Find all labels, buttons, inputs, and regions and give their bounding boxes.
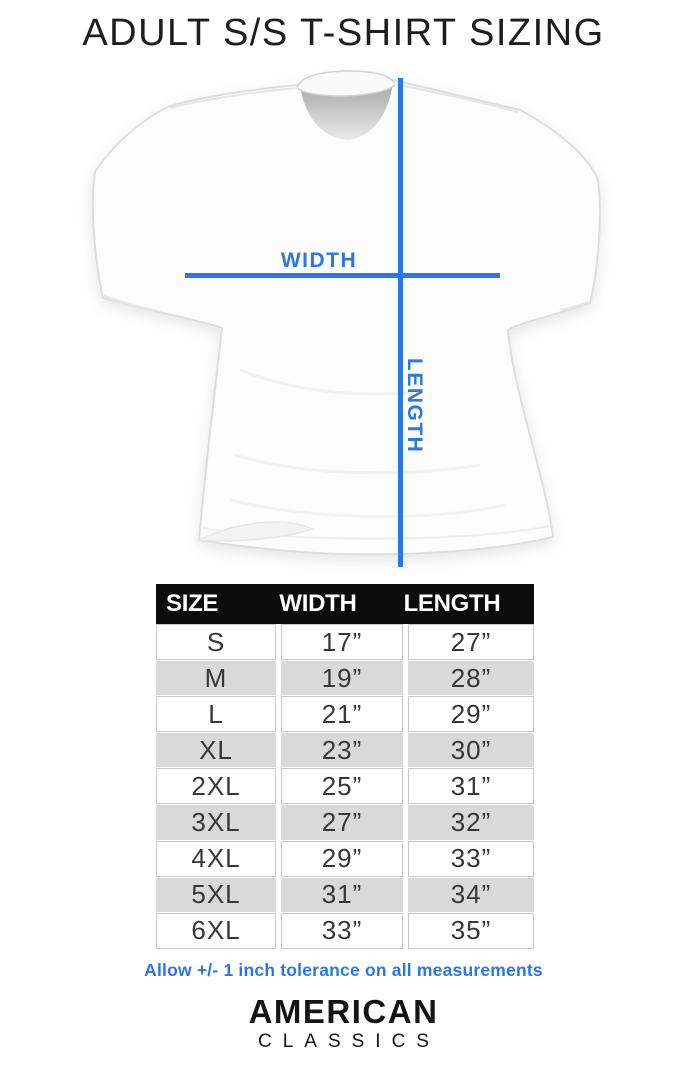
page-title: ADULT S/S T-SHIRT SIZING [82,12,605,54]
tshirt-svg [0,60,687,580]
tolerance-note: Allow +/- 1 inch tolerance on all measurements [144,960,543,980]
length-cell: 33” [408,841,534,877]
table-header [156,584,534,624]
tshirt-illustration [0,60,687,580]
length-cell: 35” [408,913,534,949]
length-cell: 28” [408,660,534,696]
length-cell: 27” [408,624,534,660]
length-cell: 30” [408,732,534,768]
size-cell: XL [156,732,276,768]
column-header-length: LENGTH [403,590,501,617]
width-cell: 27” [281,804,403,840]
size-cell: S [156,624,276,660]
width-label: WIDTH [280,249,358,272]
column-header-width: WIDTH [279,590,357,617]
size-cell: 5XL [156,877,276,913]
size-cell: 4XL [156,841,276,877]
size-cell: 3XL [156,804,276,840]
column-header-size: SIZE [166,590,219,617]
size-table-body [156,624,534,949]
collar-band [297,71,395,96]
length-cell: 34” [408,877,534,913]
size-cell: L [156,696,276,732]
size-cell: 6XL [156,913,276,949]
width-cell: 29” [281,841,403,877]
width-cell: 31” [281,877,403,913]
length-label: LENGTH [403,358,426,454]
width-measure-line [185,273,500,278]
tshirt-body [93,75,600,554]
width-cell: 33” [281,913,403,949]
brand-logo [0,995,687,1051]
size-cell: 2XL [156,768,276,804]
brand-name-secondary: CLASSICS [258,1031,440,1052]
width-cell: 19” [281,660,403,696]
length-cell: 31” [408,768,534,804]
length-cell: 32” [408,804,534,840]
size-cell: M [156,660,276,696]
width-cell: 17” [281,624,403,660]
length-cell: 29” [408,696,534,732]
length-measure-line [398,78,403,567]
size-chart-table [156,584,534,949]
brand-name-primary: AMERICAN [248,993,439,1030]
width-cell: 25” [281,768,403,804]
width-cell: 21” [281,696,403,732]
width-cell: 23” [281,732,403,768]
